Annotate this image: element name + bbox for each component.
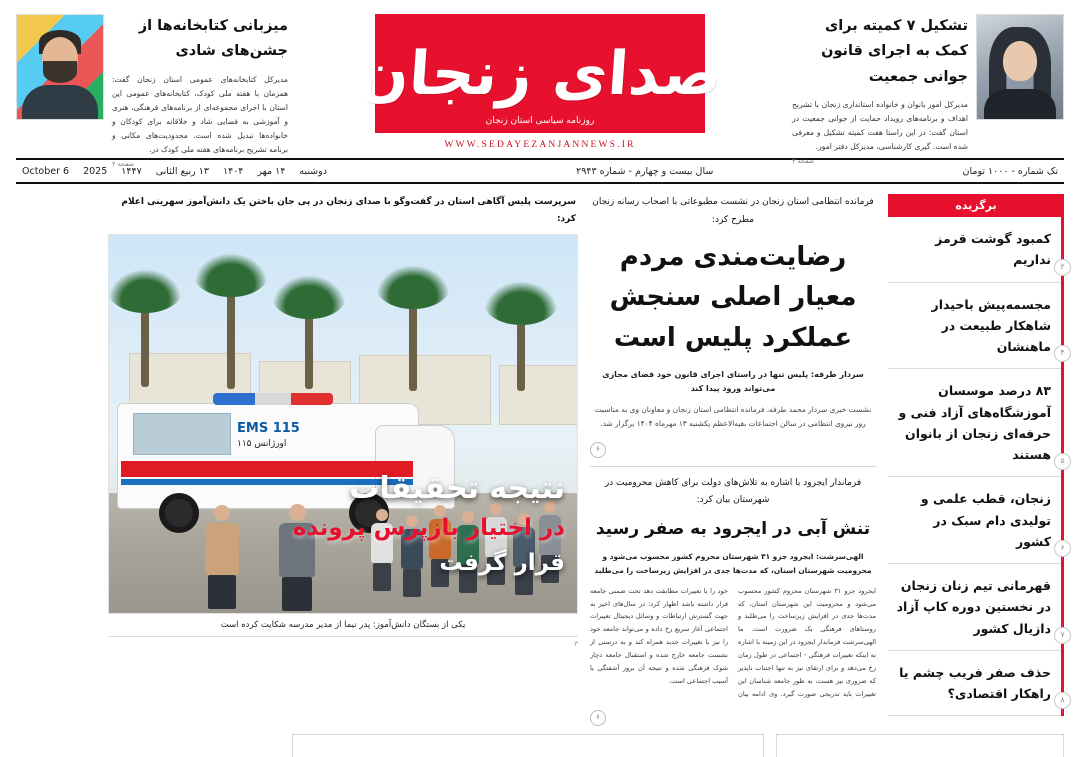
- sidebar-item-label: کمبود گوشت قرمز نداریم: [935, 231, 1051, 268]
- sidebar-item-label: مجسمه‌پیش باحیدار شاهکار طبیعت در ماهنشان: [931, 296, 1051, 354]
- masthead: [0, 0, 1080, 169]
- main-story-page-marker: ۶: [590, 442, 606, 458]
- photo-palm-tree: [227, 279, 235, 389]
- photo-story-caption: یکی از بستگان دانش‌آموز: پدر نیما از مدیر مدرسه شکایت کرده است: [108, 614, 578, 637]
- ambulance-label: EMS 115: [237, 421, 300, 437]
- masthead-logo-area: [288, 14, 792, 150]
- second-story-body: ایجرود جزو ۳۱ شهرستان محروم کشور محسوب می‌شود و محرومیت این شهرستان استان، که مدت‌ها جدی در افزایش زیرساخت را می‌طلبد و روستاهای فرهنگی یک ضرورت است. ما الهی‌سرشت فرماندار ایجرود در این زمینه با اشاره به اینکه تغییرات فرهنگی - اجتماعی در طول زمان رخ می‌دهد و برای ارتقای نیز به تنها اجتناب ناپذیر که ضروری نیز هست، به طور جامعه شناسان این تغییرات باید تدریجی صورت گیرد. وی ادامه بیان خود را با تغییرات مطابقت دهد تحت ضمنی جامعه قرار داشته باشد اظهار کرد: در سال‌های اخیر به جهت گسترش ارتباطات و وسائل دیجیتال تغییرات اجتماعی آغاز سریع رخ داده و می‌تواند جامعه خود را نیز با تغییرات جدید همراه کند و به درستی از نشست جامعه خارج شده و استقبال جامعه دچار شوک فرهنگی شده و نتیجه آن بروز آشفتگی یا آسیب اجتماعی است.: [590, 586, 876, 698]
- photo-story-page-number: ۳: [574, 640, 578, 649]
- footer-teaser-box: [776, 734, 1064, 757]
- sidebar-list: [888, 217, 1064, 716]
- masthead-left-photo: [16, 14, 104, 120]
- photo-palm-tree: [409, 291, 417, 391]
- date-gregorian-day: October 6: [22, 165, 70, 177]
- masthead-right-body: مدیرکل امور بانوان و خانواده استانداری زنجان با تشریح اهداف و برنامه‌های رویداد حمایت از جوانی جمعیت در استان گفت: در این راستا هفت کمیته تشکیل و معرفی شده است. گیری کارشناسی، مدیرکل دفتر امور.: [792, 100, 968, 152]
- ambulance-label-fa: اورژانس ۱۱۵: [237, 439, 287, 450]
- sidebar-item-page: ۴: [1054, 345, 1071, 362]
- date-gregorian-year: 2025: [83, 165, 108, 177]
- sidebar-item-page: ۵: [1054, 453, 1071, 470]
- photo-story-column: [108, 194, 578, 726]
- sidebar-title: برگزیده: [888, 194, 1064, 217]
- main-story-text: نشست خبری سردار محمد طرفه، فرمانده انتظامی استان زنجان و معاونان وی به مناسبت روز نیروی انتظامی در سالن اجتماعات بقیه‌الاعظم یکشنبه ۱۳ مهرماه ۱۴۰۴ برگزار شد.: [594, 404, 872, 429]
- photo-story-kicker: سرپرست پلیس آگاهی استان در گفت‌وگو با صدای زنجان در پی جان باختن یک دانش‌آموز سهرینی اعلام کرد:: [121, 197, 576, 225]
- main-story-kicker: فرمانده انتظامی استان زنجان در نشست مطبوعاتی با اصحاب رسانه زنجان مطرح کرد:: [592, 197, 874, 225]
- main-story-deck: سردار طرفه: پلیس تنها در راستای اجرای قانون خود فضای مجازی می‌تواند ورود پیدا کند: [602, 369, 864, 394]
- masthead-left-page-ref: صفحه ۲: [112, 160, 135, 169]
- photo-overlay-line-2: در اختیار بازپرس پرونده: [292, 515, 565, 542]
- photo-overlay-line-1: نتیجه تحقیقات: [349, 470, 565, 506]
- photo-story-overlay-headline[interactable]: [293, 469, 565, 580]
- date-weekday: دوشنبه: [299, 165, 327, 177]
- main-story-headline[interactable]: رضایت‌مندی مردم معیار اصلی سنجش عملکرد پلیس است: [609, 242, 857, 353]
- footer-teasers: [0, 726, 1080, 757]
- issue-price: تک شماره - ۱۰۰۰ تومان: [962, 165, 1058, 177]
- list-item[interactable]: [888, 477, 1065, 564]
- front-page-content: [0, 184, 1080, 726]
- second-story-headline[interactable]: تنش آبی در ایجرود به صفر رسید: [595, 518, 871, 539]
- photo-overlay-line-3: قرار گرفت: [439, 550, 565, 577]
- issue-number: سال بیست و چهارم - شماره ۲۹۴۳: [576, 165, 714, 177]
- selected-news-sidebar: [888, 194, 1064, 726]
- photo-building: [499, 365, 578, 425]
- divider: [590, 466, 876, 467]
- main-story-column: [590, 194, 876, 726]
- masthead-left-body: مدیرکل کتابخانه‌های عمومی استان زنجان گفت: همزمان با هفته ملی کودک، کتابخانه‌های عمومی این استان با اجرای مجموعه‌ای از برنامه‌های فرهنگی، هنری و آموزشی به فضایی شاد و خلاقانه برای کودکان و خانواده‌ها تبدیل شده است. محدودیت‌های مکانی و برنامه تشریح برنامه‌های هفته ملی کودک در.: [112, 74, 288, 154]
- sidebar-item-label: ۸۳ درصد موسسان آموزشگاه‌های آزاد فنی و حرفه‌ای زنجان از بانوان هستند: [898, 383, 1051, 462]
- photo-person: [205, 505, 239, 609]
- footer-teaser-box: [292, 734, 764, 757]
- date-hijri-day: ۱۳ ربیع الثانی: [155, 165, 209, 177]
- sidebar-item-page: ۸: [1054, 692, 1071, 709]
- second-story-kicker: فرماندار ایجرود با اشاره به تلاش‌های دولت برای کاهش محرومیت در شهرستان بیان کرد:: [604, 477, 862, 506]
- photo-palm-tree: [141, 295, 149, 387]
- second-story-page-marker: ۶: [590, 710, 606, 726]
- sidebar-item-page: ۶: [1054, 540, 1071, 557]
- second-story-deck: الهی‌سرشت: ایجرود جزو ۳۱ شهرستان محروم کشور محسوب می‌شود و محرومیت شهرستان استان، که مدت‌ها جدی در افزایش زیرساخت را می‌طلبد: [594, 551, 872, 576]
- photo-story-image: [108, 234, 578, 614]
- masthead-right-photo: [976, 14, 1064, 120]
- photo-palm-tree: [305, 301, 313, 389]
- masthead-right-page-ref: صفحه ۳: [792, 157, 815, 166]
- list-item[interactable]: [888, 283, 1065, 370]
- date-jalali-year: ۱۴۰۴: [222, 165, 244, 177]
- photo-palm-tree: [517, 307, 525, 391]
- sidebar-item-label: حذف صفر فریب چشم یا راهکار اقتصادی؟: [899, 664, 1051, 701]
- masthead-left-headline: میزبانی کتابخانه‌ها از جشن‌های شادی: [138, 18, 288, 60]
- newspaper-logo: [355, 14, 725, 133]
- list-item[interactable]: [888, 651, 1065, 717]
- sidebar-item-label: قهرمانی تیم زنان زنجان در نخستین دوره کاپ آزاد دازیال کشور: [896, 578, 1051, 636]
- website-url: WWW.SEDAYEZANJANNEWS.IR: [444, 140, 636, 150]
- issue-dates: [22, 166, 327, 177]
- list-item[interactable]: [888, 564, 1065, 651]
- list-item[interactable]: [888, 217, 1065, 283]
- masthead-left-story: [16, 14, 288, 169]
- sidebar-item-page: ۲: [1054, 259, 1071, 276]
- logo-subtitle: روزنامه سیاسی استان زنجان: [485, 116, 595, 126]
- date-hijri-year: ۱۴۴۷: [121, 165, 142, 177]
- masthead-right-story: [792, 14, 1064, 166]
- date-jalali-day: ۱۴ مهر: [257, 165, 286, 177]
- logo-title: صدای زنجان: [355, 38, 725, 109]
- masthead-right-headline: تشکیل ۷ کمیته برای کمک به اجرای قانون جوانی جمعیت: [821, 18, 968, 85]
- list-item[interactable]: [888, 369, 1065, 477]
- sidebar-item-page: ۷: [1054, 627, 1071, 644]
- sidebar-item-label: زنجان، قطب علمی و تولیدی دام سبک در کشور: [920, 491, 1051, 549]
